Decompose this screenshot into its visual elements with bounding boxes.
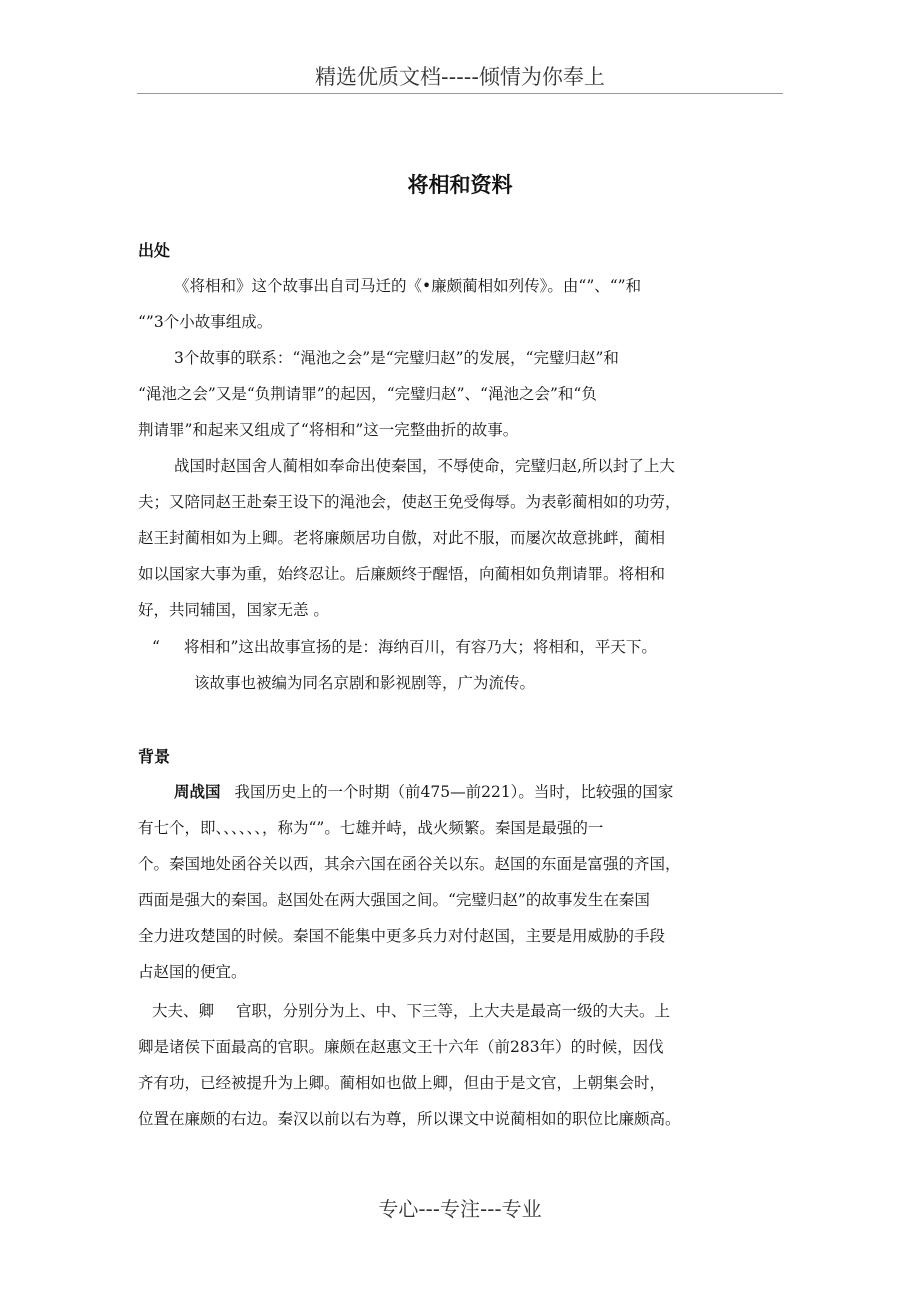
text-line: 荆请罪”和起来又组成了“将相和”这一完整曲折的故事。 (138, 421, 519, 439)
text-line: 赵王封蔺相如为上卿。老将廉颇居功自傲，对此不服，而屡次故意挑衅，蔺相 (138, 529, 666, 547)
text-line: 有七个，即、、、、、、，称为“”。七雄并峙，战火频繁。秦国是最强的一 (138, 819, 604, 837)
text-line: 个。秦国地处函谷关以西，其余六国在函谷关以东。赵国的东面是富强的齐国， (138, 855, 681, 873)
text-line: 齐有功，已经被提升为上卿。蔺相如也做上卿，但由于是文官，上朝集会时， (138, 1074, 666, 1092)
text-line (138, 774, 778, 810)
text-line: 《将相和》这个故事出自司马迁的《•廉颇蔺相如列传》。由“”、“”和 (174, 277, 642, 295)
document-title: 将相和资料 (407, 173, 513, 197)
text-line: 3个故事的联系：“渑池之会”是“完璧归赵”的发展，“完璧归赵”和 (174, 349, 619, 367)
text-line: 如以国家大事为重，始终忍让。后廉颇终于醒悟，向蔺相如负荆请罪。将相和 (138, 565, 666, 583)
open-quote: “ (152, 638, 160, 656)
text-line: 位置在廉颇的右边。秦汉以前以右为尊，所以课文中说蔺相如的职位比廉颇高。 (138, 1110, 681, 1128)
text-line: 该故事也被编为同名京剧和影视剧等，广为流传。 (194, 674, 536, 692)
text-line: “”3个小故事组成。 (138, 313, 273, 331)
term-definition: 我国历史上的一个时期（前475—前221）。当时，比较强的国家 (234, 783, 674, 801)
term-officials: 大夫、卿 (152, 1002, 215, 1020)
term-warring-states: 周战国 (174, 783, 221, 801)
text-line: 好，共同辅国，国家无恙 。 (138, 601, 329, 619)
paragraph-story-relations (138, 340, 778, 448)
section-heading-source: 出处 (138, 241, 171, 260)
text-line (138, 629, 778, 665)
text-line: 占赵国的便宜。 (138, 963, 247, 981)
section-heading-background: 背景 (138, 747, 171, 766)
paragraph-warring-states (138, 774, 778, 990)
paragraph-source-origin (138, 268, 778, 340)
text-line: 战国时赵国舍人蔺相如奉命出使秦国，不辱使命，完璧归赵,所以封了上大 (174, 457, 675, 475)
header-divider (137, 93, 783, 94)
text-line: “渑池之会”又是“负荆请罪”的起因，“完璧归赵”、“渑池之会”和“负 (138, 385, 597, 403)
text-line (138, 993, 778, 1029)
page-header: 精选优质文档-----倾情为你奉上 (315, 65, 605, 89)
theme-text: 将相和”这出故事宣扬的是：海纳百川，有容乃大；将相和，平天下。 (183, 638, 657, 656)
paragraph-officials (138, 993, 778, 1137)
paragraph-adaptations (138, 665, 778, 701)
term-definition: 官职，分别分为上、中、下三等，上大夫是最高一级的大夫。上 (236, 1002, 671, 1020)
text-line: 全力进攻楚国的时候。秦国不能集中更多兵力对付赵国，主要是用威胁的手段 (138, 927, 666, 945)
text-line: 西面是强大的秦国。赵国处在两大强国之间。“完璧归赵”的故事发生在秦国 (138, 891, 650, 909)
page-footer: 专心---专注---专业 (378, 1197, 542, 1221)
paragraph-story-summary (138, 448, 778, 628)
text-line: 卿是诸侯下面最高的官职。廉颇在赵惠文王十六年（前283年）的时候，因伐 (138, 1038, 664, 1056)
paragraph-story-theme (138, 629, 778, 665)
text-line: 夫；又陪同赵王赴秦王设下的渑池会，使赵王免受侮辱。为表彰蔺相如的功劳， (138, 493, 681, 511)
